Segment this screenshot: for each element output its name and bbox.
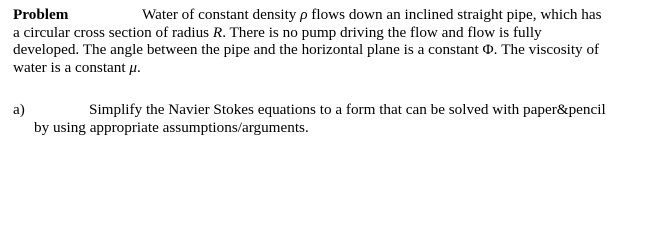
angle-symbol: Φ — [482, 41, 494, 58]
problem-text: . The viscosity of — [493, 41, 600, 58]
problem-statement — [13, 6, 653, 76]
problem-text: developed. The angle between the pipe and the horizontal plane is a constant — [13, 41, 483, 58]
part-a-text: by using appropriate assumptions/arguments. — [34, 118, 309, 136]
problem-line-2 — [13, 24, 653, 42]
problem-line-3 — [13, 41, 653, 59]
part-a-line-1 — [13, 101, 653, 119]
part-a-line-2 — [13, 119, 653, 137]
problem-text: a circular cross section of radius — [13, 23, 213, 41]
part-a — [13, 101, 653, 136]
problem-text: Water of constant density — [142, 6, 301, 23]
part-a-text: Simplify the Navier Stokes equations to a form that can be solved with paper&pencil — [89, 101, 606, 118]
problem-line-4 — [13, 59, 653, 77]
problem-text: . — [137, 58, 141, 76]
problem-text: . There is no pump driving the flow and flow is fully — [222, 23, 542, 41]
problem-text: flows down an inclined straight pipe, which has — [307, 6, 602, 23]
part-a-label: a) — [13, 101, 25, 118]
viscosity-symbol: μ — [129, 58, 138, 76]
radius-symbol: R — [212, 23, 223, 41]
problem-text: water is a constant — [13, 58, 130, 76]
density-symbol: ρ — [300, 6, 308, 23]
problem-line-1 — [13, 6, 653, 24]
problem-heading: Problem — [13, 6, 69, 23]
